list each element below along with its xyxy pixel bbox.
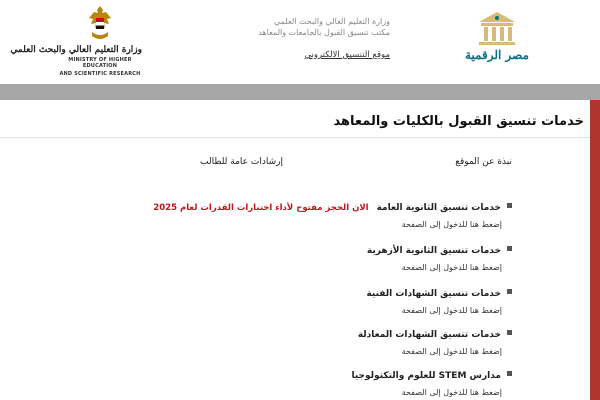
service-item bbox=[367, 238, 512, 272]
service-item bbox=[358, 322, 512, 356]
page-title: خدمات تنسيق القبول بالكليات والمعاهد bbox=[333, 114, 584, 129]
accent-rule bbox=[590, 100, 600, 400]
tab-student-guide[interactable]: إرشادات عامة للطالب bbox=[200, 157, 284, 167]
service-title[interactable]: خدمات تنسيق الثانوية الأزهرية bbox=[366, 246, 501, 256]
ministry-name-english-2: AND SCIENTIFIC RESEARCH bbox=[59, 71, 141, 77]
service-title[interactable]: خدمات تنسيق الشهادات المعادلة bbox=[357, 330, 501, 340]
service-item bbox=[153, 195, 512, 229]
site-title-link[interactable]: موقع التنسيق الالكتروني bbox=[304, 50, 390, 60]
service-link[interactable]: إضغط هنا للدخول إلى الصفحة bbox=[401, 306, 502, 315]
ministry-name-arabic: وزارة التعليم العالي والبحث العلمي bbox=[10, 45, 142, 55]
egypt-eagle-icon bbox=[87, 4, 113, 44]
service-link[interactable]: إضغط هنا للدخول إلى الصفحة bbox=[401, 263, 502, 272]
service-link[interactable]: إضغط هنا للدخول إلى الصفحة bbox=[401, 220, 502, 229]
nav-band bbox=[0, 84, 600, 100]
bullet-icon bbox=[507, 203, 512, 208]
tab-about-site[interactable]: نبذة عن الموقع bbox=[455, 157, 512, 167]
bullet-icon bbox=[507, 289, 512, 294]
bullet-icon bbox=[507, 371, 512, 376]
header-center-text bbox=[220, 16, 390, 61]
digital-egypt-icon bbox=[469, 10, 525, 48]
service-link[interactable]: إضغط هنا للدخول إلى الصفحة bbox=[401, 347, 502, 356]
site-header bbox=[0, 0, 600, 84]
service-item bbox=[352, 363, 513, 397]
service-title[interactable]: مدارس STEM للعلوم والتكنولوجيا bbox=[351, 371, 501, 381]
digital-egypt-logo[interactable] bbox=[462, 10, 532, 76]
brand-name: مصر الرقمية bbox=[465, 48, 529, 62]
service-title[interactable]: خدمات تنسيق الشهادات الفنية bbox=[366, 289, 501, 299]
ministry-logo[interactable] bbox=[10, 4, 142, 77]
service-alert[interactable]: الان الحجز مفتوح لأداء اختبارات القدرات لعام 2025 bbox=[153, 203, 369, 213]
center-line-1: وزارة التعليم العالي والبحث العلمي bbox=[274, 17, 390, 26]
service-item bbox=[366, 281, 512, 315]
ministry-name-english-1: MINISTRY OF HIGHER EDUCATION bbox=[68, 57, 132, 69]
service-link[interactable]: إضغط هنا للدخول إلى الصفحة bbox=[401, 388, 502, 397]
center-line-2: مكتب تنسيق القبول بالجامعات والمعاهد bbox=[258, 28, 390, 37]
bullet-icon bbox=[507, 246, 512, 251]
bullet-icon bbox=[507, 330, 512, 335]
service-title[interactable]: خدمات تنسيق الثانوية العامة bbox=[376, 203, 501, 213]
